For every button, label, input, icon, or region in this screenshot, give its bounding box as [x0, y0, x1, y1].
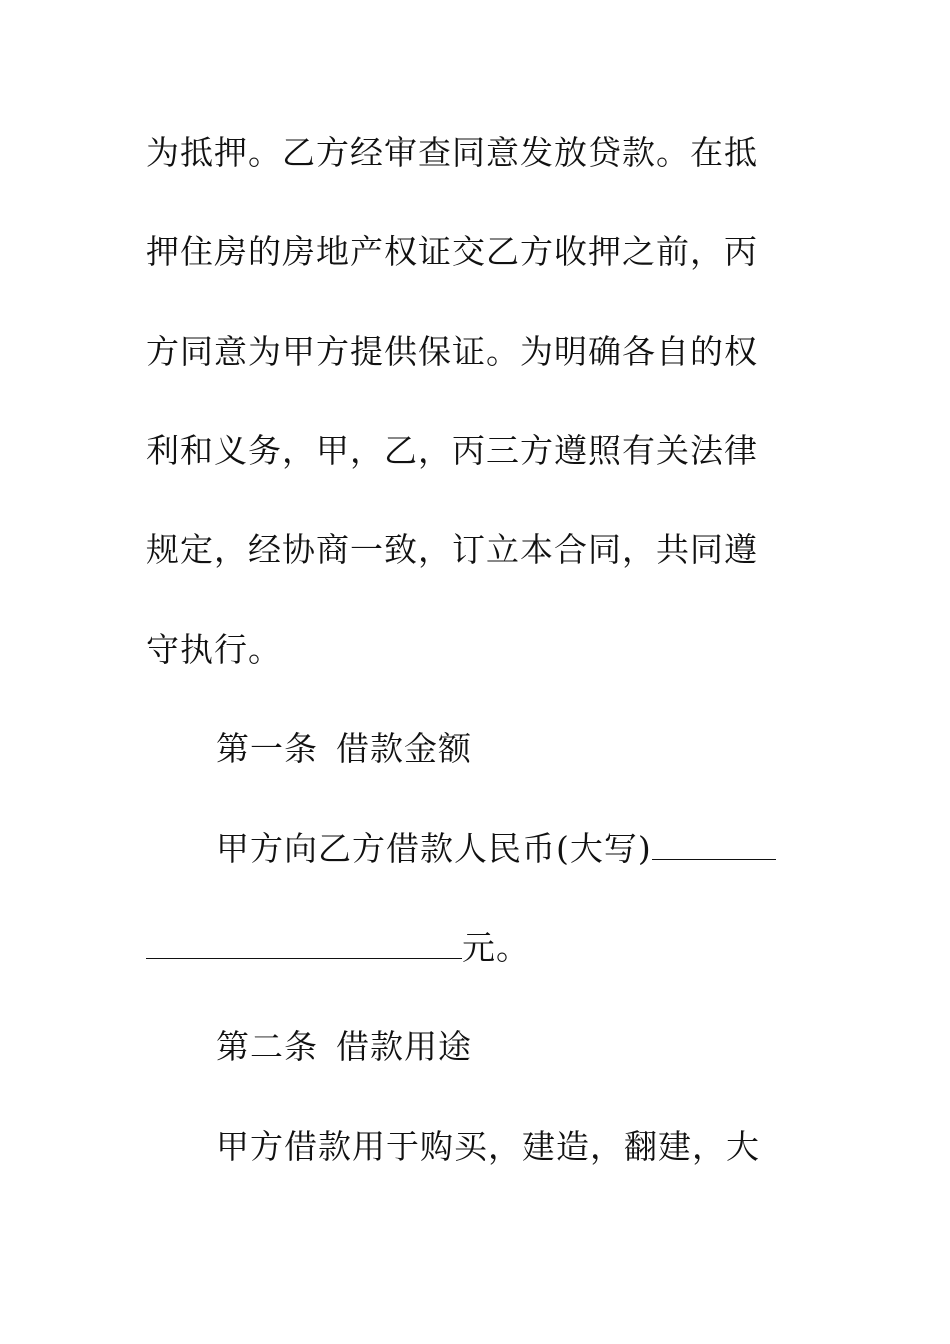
- paragraph-line-3: 方同意为甲方提供保证。为明确各自的权: [146, 332, 758, 371]
- amount-blank-1[interactable]: [652, 829, 776, 860]
- amount-blank-2[interactable]: [146, 928, 462, 959]
- article-1-heading: [216, 729, 472, 769]
- amount-suffix: 元。: [462, 928, 530, 967]
- article-1-body-line-2: [146, 928, 530, 968]
- paragraph-line-4: 利和义务，甲，乙，丙三方遵照有关法律: [146, 431, 758, 470]
- article-2-title: 借款用途: [336, 1027, 472, 1066]
- article-2-heading: [216, 1027, 472, 1067]
- paragraph-line-6: 守执行。: [146, 630, 282, 669]
- article-2-number: 第二条: [216, 1027, 318, 1066]
- article-2-body-line-1: 甲方借款用于购买，建造，翻建，大: [216, 1127, 760, 1166]
- article-1-title: 借款金额: [336, 729, 472, 768]
- article-1-body-line-1: [216, 829, 776, 869]
- paragraph-line-5: 规定，经协商一致，订立本合同，共同遵: [146, 530, 758, 569]
- article-1-number: 第一条: [216, 729, 318, 768]
- article-1-body-text: 甲方向乙方借款人民币(大写): [216, 829, 652, 868]
- paragraph-line-1: 为抵押。乙方经审查同意发放贷款。在抵: [146, 133, 758, 172]
- paragraph-line-2: 押住房的房地产权证交乙方收押之前，丙: [146, 232, 758, 271]
